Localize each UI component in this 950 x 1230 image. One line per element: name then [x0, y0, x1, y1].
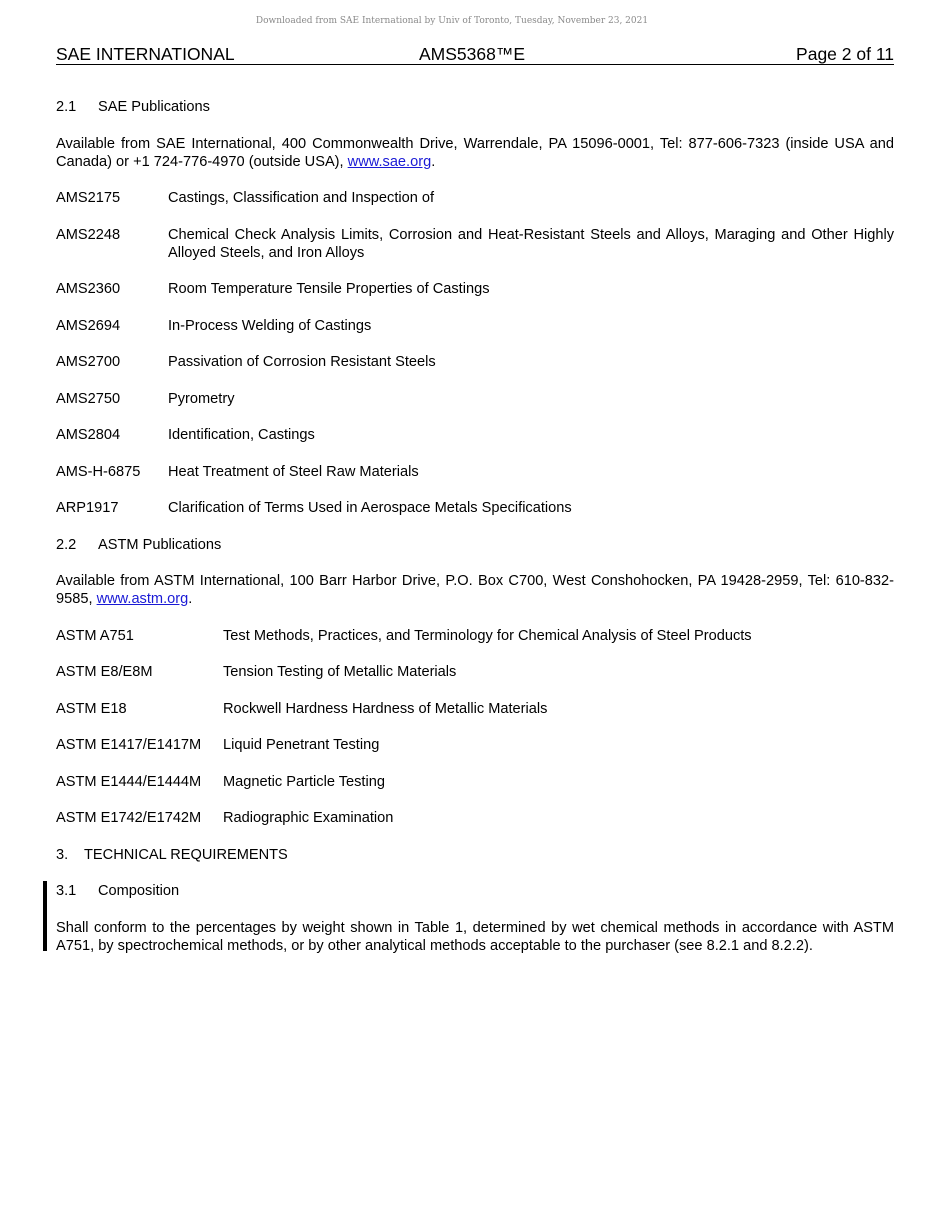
reference-row — [56, 700, 894, 718]
reference-code: ASTM E1444/E1444M — [56, 773, 202, 790]
sae-availability-paragraph — [56, 135, 894, 171]
reference-title: Pyrometry — [168, 390, 235, 407]
reference-row — [56, 627, 894, 645]
reference-title: Passivation of Corrosion Resistant Steels — [168, 354, 436, 370]
reference-row — [56, 773, 894, 791]
reference-row — [56, 353, 894, 371]
reference-code: ASTM A751 — [56, 627, 134, 644]
reference-title: Clarification of Terms Used in Aerospace Metals Specifications — [168, 500, 572, 516]
section-heading-astm — [56, 536, 894, 554]
header-org: SAE INTERNATIONAL — [56, 44, 235, 64]
reference-row — [56, 280, 894, 298]
section-number: 2.1 — [56, 99, 77, 115]
astm-intro-end: . — [188, 591, 193, 607]
reference-title: Radiographic Examination — [223, 810, 394, 826]
section-number: 3.1 — [56, 883, 77, 899]
document-body — [56, 98, 894, 973]
reference-row — [56, 189, 894, 207]
section-number: 2.2 — [56, 536, 77, 553]
reference-title: Heat Treatment of Steel Raw Materials — [168, 463, 419, 480]
reference-code: AMS2248 — [56, 226, 121, 243]
reference-code: ARP1917 — [56, 500, 119, 516]
reference-title: In-Process Welding of Castings — [168, 317, 372, 334]
astm-website-link[interactable]: www.astm.org — [96, 591, 189, 607]
reference-code: AMS2804 — [56, 427, 121, 443]
reference-row — [56, 809, 894, 827]
header-doc-number: AMS5368™E — [419, 44, 526, 64]
reference-title: Chemical Check Analysis Limits, Corrosion and Heat-Resistant Steels and Alloys, Maraging and Other Highly Alloyed Steels, and Iron Alloys — [168, 226, 894, 261]
section-heading-composition — [56, 882, 894, 900]
sae-intro-end: . — [431, 153, 436, 170]
reference-code: AMS2360 — [56, 281, 121, 297]
page-header — [56, 44, 894, 65]
section-title: SAE Publications — [98, 99, 210, 115]
astm-availability-paragraph — [56, 572, 894, 608]
reference-title: Liquid Penetrant Testing — [223, 737, 380, 753]
reference-row — [56, 736, 894, 754]
reference-title: Room Temperature Tensile Properties of Castings — [168, 281, 490, 297]
reference-code: AMS2700 — [56, 354, 121, 370]
reference-row — [56, 426, 894, 444]
section-heading-sae — [56, 98, 894, 116]
sae-intro-text: Available from SAE International, 400 Commonwealth Drive, Warrendale, PA 15096-0001, Tel: 877-606-7323 (inside USA and Canada) or +1 724-776-4970 (outside USA), — [56, 135, 894, 170]
section-number: 3. — [56, 846, 69, 863]
reference-title: Identification, Castings — [168, 427, 315, 443]
reference-code: ASTM E1742/E1742M — [56, 810, 202, 826]
section-title: ASTM Publications — [98, 536, 222, 553]
reference-row — [56, 663, 894, 681]
reference-title: Castings, Classification and Inspection of — [168, 190, 435, 206]
reference-code: ASTM E18 — [56, 700, 127, 717]
reference-row — [56, 226, 894, 262]
reference-title: Rockwell Hardness Hardness of Metallic Materials — [223, 700, 548, 717]
sae-website-link[interactable]: www.sae.org — [347, 153, 432, 170]
section-heading-technical — [56, 846, 894, 864]
header-page-number: Page 2 of 11 — [796, 44, 894, 64]
composition-paragraph: Shall conform to the percentages by weight shown in Table 1, determined by wet chemical methods in accordance with ASTM A751, by spectrochemical methods, or by other analytical methods acceptable to the purchaser (see 8.2.1 and 8.2.2). — [56, 919, 894, 954]
section-title: Composition — [98, 883, 180, 899]
reference-row — [56, 463, 894, 481]
reference-row — [56, 317, 894, 335]
reference-title: Test Methods, Practices, and Terminology for Chemical Analysis of Steel Products — [223, 627, 752, 644]
reference-title: Tension Testing of Metallic Materials — [223, 664, 457, 680]
reference-code: ASTM E8/E8M — [56, 664, 153, 680]
reference-row — [56, 499, 894, 517]
reference-code: AMS2750 — [56, 390, 121, 407]
reference-code: AMS-H-6875 — [56, 463, 141, 480]
astm-intro-text: Available from ASTM International, 100 Barr Harbor Drive, P.O. Box C700, West Conshohocken, PA 19428-2959, Tel: 610-832-9585, — [56, 573, 894, 607]
reference-title: Magnetic Particle Testing — [223, 773, 385, 790]
reference-code: AMS2175 — [56, 190, 121, 206]
section-title: TECHNICAL REQUIREMENTS — [84, 846, 288, 863]
reference-row — [56, 390, 894, 408]
reference-code: AMS2694 — [56, 317, 121, 334]
reference-code: ASTM E1417/E1417M — [56, 737, 202, 753]
download-watermark: Downloaded from SAE International by Univ of Toronto, Tuesday, November 23, 2021 — [255, 16, 649, 26]
revision-change-bar — [43, 881, 47, 951]
